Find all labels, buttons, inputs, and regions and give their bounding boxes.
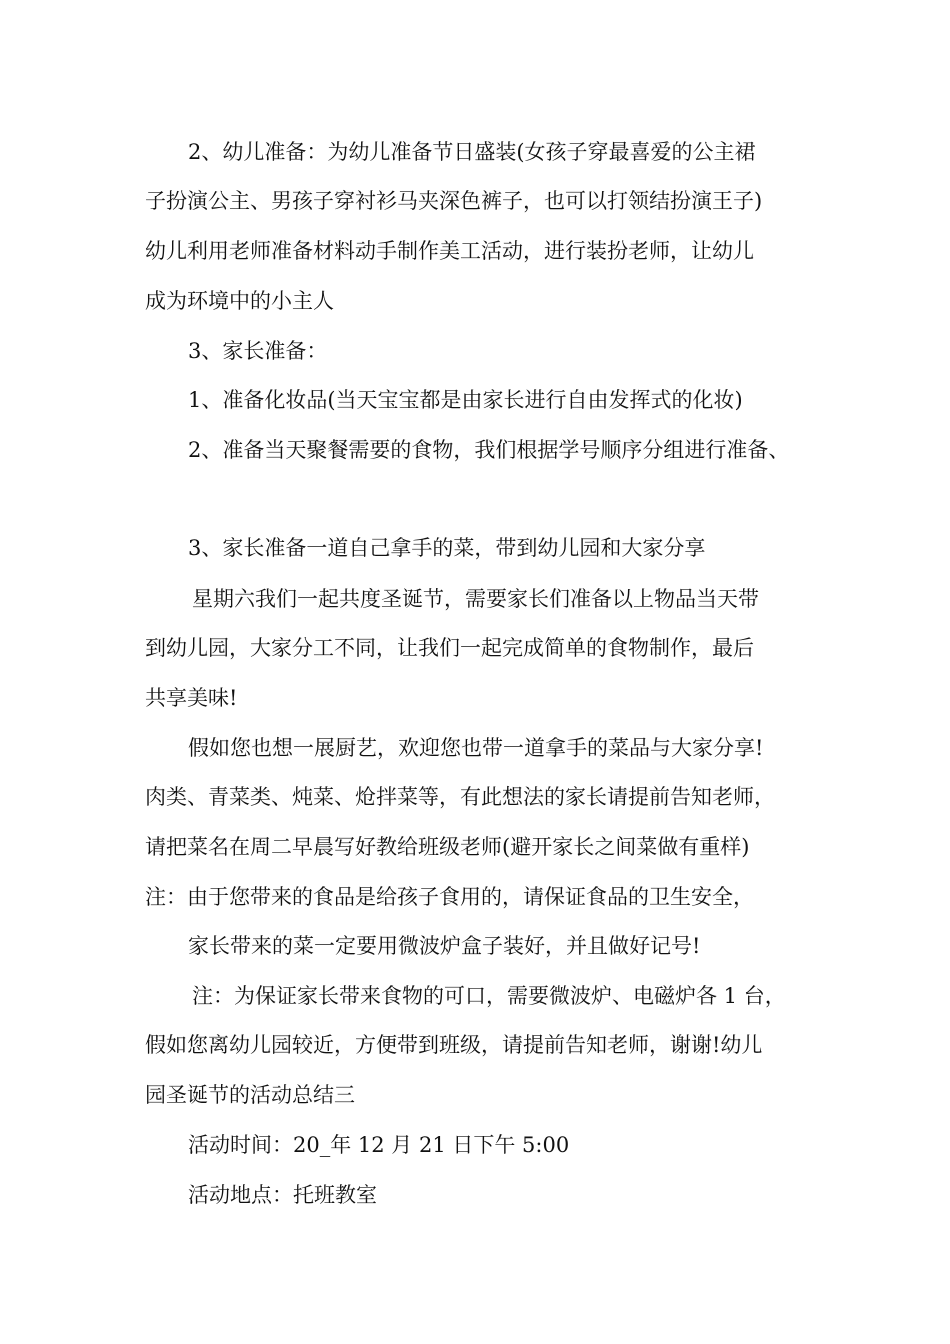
text-line: 星期六我们一起共度圣诞节，需要家长们准备以上物品当天带 — [192, 587, 759, 611]
text-line: 幼儿利用老师准备材料动手制作美工活动，进行装扮老师，让幼儿 — [145, 239, 754, 263]
text-line: 家长带来的菜一定要用微波炉盒子装好，并且做好记号! — [188, 934, 701, 958]
text-line: 到幼儿园，大家分工不同，让我们一起完成简单的食物制作，最后 — [145, 636, 754, 660]
text-line: 2、幼儿准备：为幼儿准备节日盛装(女孩子穿最喜爱的公主裙 — [188, 140, 756, 164]
text-line: 共享美味! — [145, 686, 238, 710]
text-line: 成为环境中的小主人 — [145, 289, 334, 313]
text-line: 子扮演公主、男孩子穿衬衫马夹深色裤子，也可以打领结扮演王子) — [145, 189, 763, 213]
text-line: 假如您也想一展厨艺，欢迎您也带一道拿手的菜品与大家分享! — [188, 736, 764, 760]
text-line: 活动地点：托班教室 — [188, 1183, 377, 1207]
text-line: 3、家长准备一道自己拿手的菜，带到幼儿园和大家分享 — [188, 536, 706, 560]
text-line: 请把菜名在周二早晨写好教给班级老师(避开家长之间菜做有重样) — [145, 835, 750, 859]
text-line: 活动时间：20_年 12 月 21 日下午 5:00 — [188, 1133, 570, 1157]
text-line: 1、准备化妆品(当天宝宝都是由家长进行自由发挥式的化妆) — [188, 388, 743, 412]
text-line: 注：为保证家长带来食物的可口，需要微波炉、电磁炉各 1 台， — [192, 984, 786, 1008]
text-line: 注：由于您带来的食品是给孩子食用的，请保证食品的卫生安全， — [145, 885, 754, 909]
text-line: 肉类、青菜类、炖菜、炝拌菜等，有此想法的家长请提前告知老师， — [145, 785, 775, 809]
text-line: 园圣诞节的活动总结三 — [145, 1083, 355, 1107]
text-line: 2、准备当天聚餐需要的食物，我们根据学号顺序分组进行准备、 — [188, 438, 790, 462]
text-line: 3、家长准备： — [188, 339, 328, 363]
text-line: 假如您离幼儿园较近，方便带到班级，请提前告知老师，谢谢!幼儿 — [145, 1033, 763, 1057]
